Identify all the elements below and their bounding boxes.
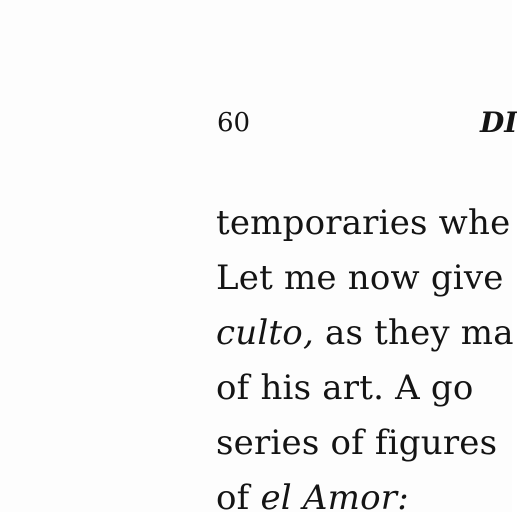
- italic-word: culto,: [216, 313, 314, 353]
- text-fragment: as they ma: [313, 313, 514, 353]
- text-line: Let me now give: [216, 258, 504, 298]
- text-line: [216, 478, 409, 518]
- text-line: [216, 313, 514, 353]
- text-line: of his art. A go: [216, 368, 474, 408]
- page-number: 60: [217, 108, 251, 138]
- text-fragment: of: [216, 478, 261, 518]
- running-head: DI: [480, 106, 517, 139]
- text-line: temporaries whe: [216, 203, 511, 243]
- italic-phrase: el Amor:: [260, 478, 409, 518]
- text-line: series of figures: [216, 423, 498, 463]
